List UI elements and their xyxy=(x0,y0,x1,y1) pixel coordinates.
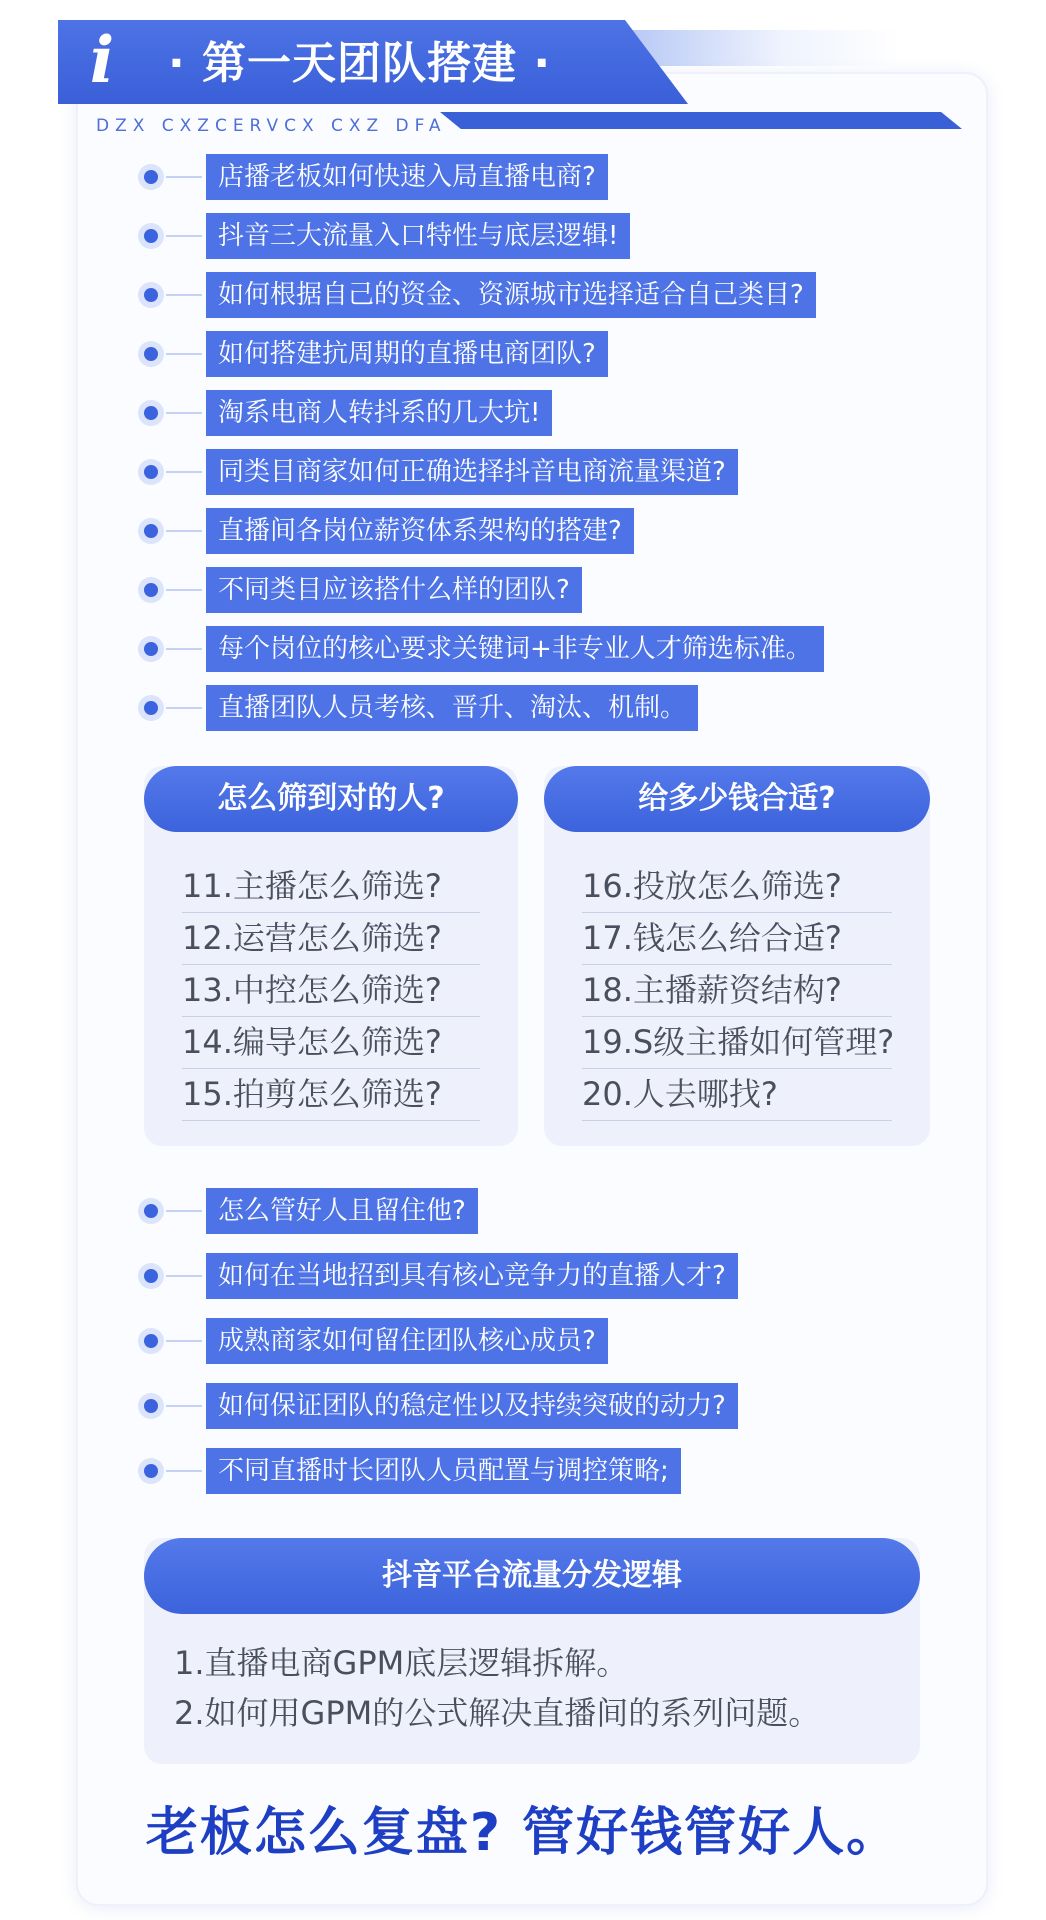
bullet-dot-icon xyxy=(138,164,164,190)
topic-label: 如何保证团队的稳定性以及持续突破的动力? xyxy=(206,1383,738,1429)
page-title: · 第一天团队搭建 · xyxy=(168,38,552,89)
list-item: 19.S级主播如何管理? xyxy=(582,1018,892,1069)
topic-label: 如何在当地招到具有核心竞争力的直播人才? xyxy=(206,1253,738,1299)
topic-label: 怎么管好人且留住他? xyxy=(206,1188,478,1234)
list-item: 13.中控怎么筛选? xyxy=(182,966,480,1017)
bullet-dot-icon xyxy=(138,636,164,662)
screening-panel-title: 怎么筛到对的人? xyxy=(144,766,518,832)
bullet-dot-icon xyxy=(138,1328,164,1354)
topic-label: 抖音三大流量入口特性与底层逻辑! xyxy=(206,213,630,259)
bullet-dot-icon xyxy=(138,282,164,308)
salary-panel xyxy=(544,766,930,1146)
traffic-logic-panel xyxy=(144,1538,920,1764)
list-item: 14.编导怎么筛选? xyxy=(182,1018,480,1069)
list-item xyxy=(138,1458,938,1523)
topic-label: 成熟商家如何留住团队核心成员? xyxy=(206,1318,608,1364)
topic-label: 淘系电商人转抖系的几大坑! xyxy=(206,390,552,436)
bullet-dot-icon xyxy=(138,518,164,544)
bullet-dot-icon xyxy=(138,1263,164,1289)
list-item: 12.运营怎么筛选? xyxy=(182,914,480,965)
topic-label: 每个岗位的核心要求关键词+非专业人才筛选标准。 xyxy=(206,626,824,672)
topic-label: 直播间各岗位薪资体系架构的搭建? xyxy=(206,508,634,554)
header-subtitle: DZX CXZCERVCX CXZ DFA xyxy=(96,116,447,136)
salary-panel-title: 给多少钱合适? xyxy=(544,766,930,832)
topic-label: 不同直播时长团队人员配置与调控策略; xyxy=(206,1448,681,1494)
list-item: 1.直播电商GPM底层逻辑拆解。 xyxy=(174,1644,629,1682)
list-item: 15.拍剪怎么筛选? xyxy=(182,1070,480,1121)
list-item: 17.钱怎么给合适? xyxy=(582,914,892,965)
topic-label: 不同类目应该搭什么样的团队? xyxy=(206,567,582,613)
topic-label: 同类目商家如何正确选择抖音电商流量渠道? xyxy=(206,449,738,495)
top-topic-list xyxy=(138,164,938,754)
bullet-dot-icon xyxy=(138,400,164,426)
list-item: 16.投放怎么筛选? xyxy=(582,862,892,913)
bullet-dot-icon xyxy=(138,695,164,721)
traffic-logic-title: 抖音平台流量分发逻辑 xyxy=(144,1538,920,1614)
info-icon: i xyxy=(89,23,115,98)
topic-label: 店播老板如何快速入局直播电商? xyxy=(206,154,608,200)
bullet-dot-icon xyxy=(138,1393,164,1419)
list-item xyxy=(138,695,938,754)
bullet-dot-icon xyxy=(138,459,164,485)
topic-label: 直播团队人员考核、晋升、淘汰、机制。 xyxy=(206,685,698,731)
header-stripe xyxy=(440,112,962,129)
list-item: 2.如何用GPM的公式解决直播间的系列问题。 xyxy=(174,1694,821,1732)
topic-label: 如何搭建抗周期的直播电商团队? xyxy=(206,331,608,377)
bullet-dot-icon xyxy=(138,1458,164,1484)
list-item: 20.人去哪找? xyxy=(582,1070,892,1121)
screening-panel xyxy=(144,766,518,1146)
bullet-dot-icon xyxy=(138,1198,164,1224)
retention-topic-list xyxy=(138,1198,938,1523)
screening-question-list xyxy=(182,862,480,1122)
traffic-logic-list xyxy=(174,1638,820,1738)
list-item: 18.主播薪资结构? xyxy=(582,966,892,1017)
list-item: 11.主播怎么筛选? xyxy=(182,862,480,913)
salary-question-list xyxy=(582,862,895,1122)
footer-slogan: 老板怎么复盘? 管好钱管好人。 xyxy=(145,1803,901,1863)
bullet-dot-icon xyxy=(138,577,164,603)
bullet-dot-icon xyxy=(138,223,164,249)
topic-label: 如何根据自己的资金、资源城市选择适合自己类目? xyxy=(206,272,816,318)
bullet-dot-icon xyxy=(138,341,164,367)
